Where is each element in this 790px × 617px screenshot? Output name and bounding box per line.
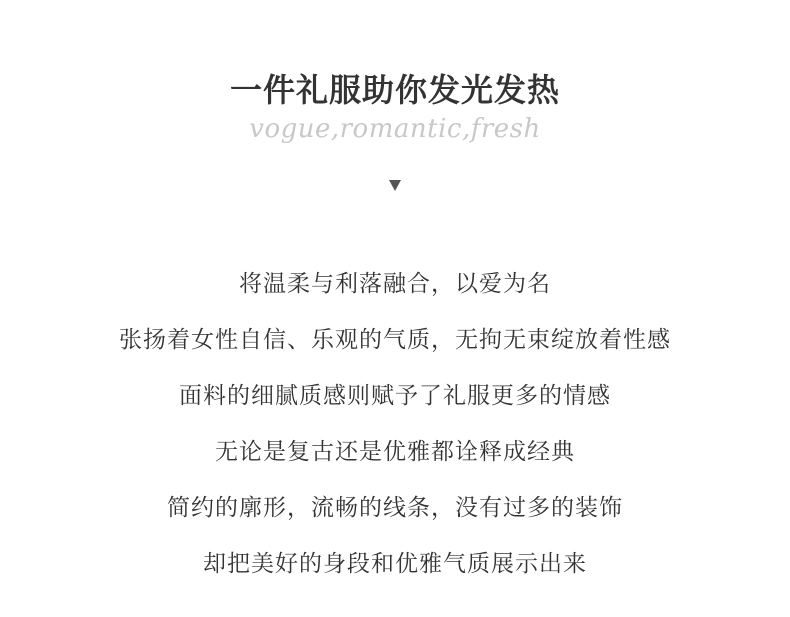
description-line: 无论是复古还是优雅都诠释成经典: [215, 439, 575, 465]
page-title: 一件礼服助你发光发热: [229, 71, 560, 109]
description-line: 却把美好的身段和优雅气质展示出来: [203, 551, 587, 577]
page-subtitle: vogue,romantic,fresh: [249, 114, 541, 144]
description-line: 张扬着女性自信、乐观的气质，无拘无束绽放着性感: [119, 327, 671, 353]
triangle-down-icon: [388, 178, 402, 192]
description-line: 将温柔与利落融合，以爱为名: [239, 271, 551, 297]
description-line: 简约的廓形，流畅的线条，没有过多的装饰: [167, 495, 623, 521]
description-line: 面料的细腻质感则赋予了礼服更多的情感: [179, 383, 611, 409]
description-lines: [0, 264, 790, 600]
